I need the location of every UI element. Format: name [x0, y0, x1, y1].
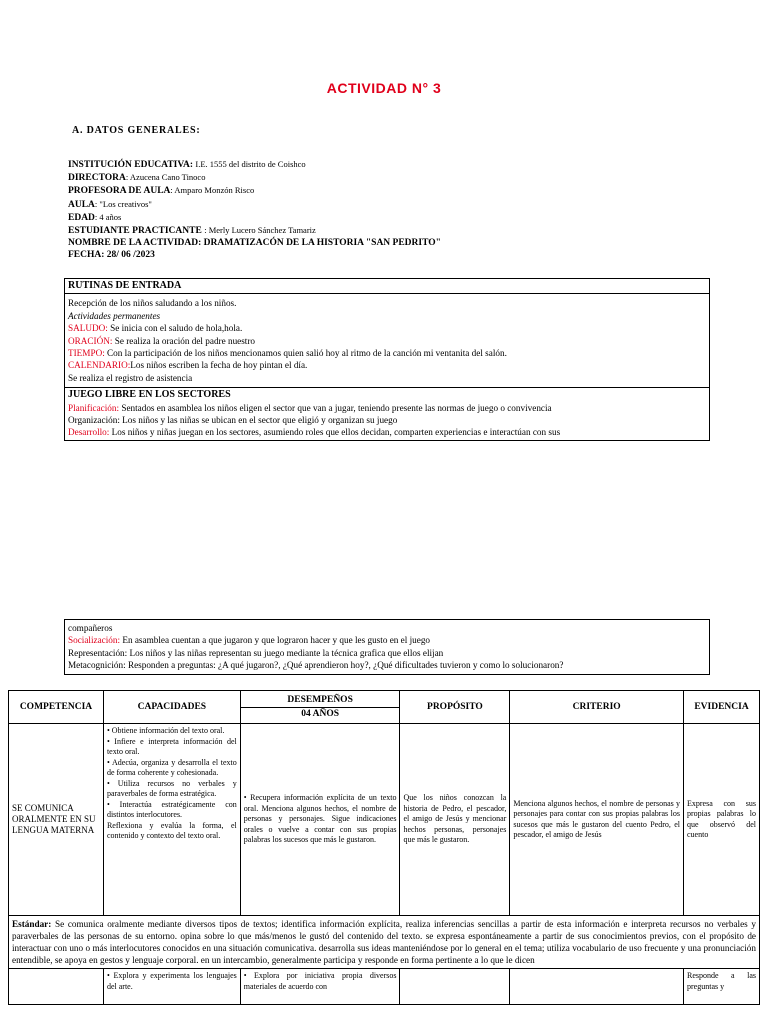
directora-row: [68, 171, 441, 184]
fecha-value: : 28/ 06 /2023: [101, 250, 155, 261]
juego-continuation-body: [65, 620, 710, 675]
oracion-line: [68, 335, 706, 347]
table-row: [9, 724, 760, 916]
competencias-table: [8, 690, 760, 1005]
recepcion-text: Recepción de los niños saludando a los niños.: [68, 298, 237, 309]
socializacion-text: En asamblea cuentan a que jugaron y que lograron hacer y que les gusto en el juego: [120, 635, 431, 646]
datos-generales: [68, 158, 441, 262]
estandar-label: Estándar:: [12, 919, 52, 929]
profesora-row: [68, 184, 441, 197]
table-header-row: [9, 691, 760, 724]
profesora-label: PROFESORA DE AULA: [68, 186, 171, 197]
desarrollo-label: Desarrollo:: [68, 427, 110, 438]
evidencia-cell-2: Responde a las preguntas y: [684, 969, 760, 1005]
organizacion-text: Organización: Los niños y las niñas se ubican en el sector que eligió y organizan su juego: [68, 415, 398, 426]
rutinas-body: [65, 294, 710, 388]
header-desempenos-label: DESEMPEÑOS: [241, 694, 400, 708]
capacidad-item: Reflexiona y evalúa la forma, el contenido y contexto del texto oral.: [106, 820, 237, 840]
juego-continuation-table: [64, 619, 710, 675]
saludo-text: Se inicia con el saludo de hola,hola.: [107, 323, 243, 334]
aula-row: [68, 198, 441, 211]
aula-value: : "Los creativos": [94, 198, 152, 209]
tiempo-line: [68, 347, 706, 359]
socializacion-line: [68, 634, 706, 646]
desarrollo-line: [68, 426, 706, 438]
permanentes-label: Actividades permanentes: [68, 310, 161, 321]
page-title: ACTIVIDAD N° 3: [326, 80, 442, 96]
edad-label: EDAD: [68, 212, 95, 223]
competencia-cell: SE COMUNICA ORALMENTE EN SU LENGUA MATERNA: [9, 724, 104, 916]
header-competencia: COMPETENCIA: [9, 691, 104, 724]
companeros-text: compañeros: [68, 623, 113, 633]
criterio-cell: Menciona algunos hechos, el nombre de personas y personajes para contar con sus propias palabras los sucesos que más le gustaron del cuento Pedro, el pescador, el amigo de Jesús: [510, 724, 684, 916]
planificacion-text: Sentados en asamblea los niños eligen el sector que van a jugar, teniendo presente las normas de juego o convivencia: [119, 402, 552, 413]
institucion-value: I.E. 1555 del distrito de Coishco: [195, 159, 306, 169]
header-proposito: PROPÓSITO: [400, 691, 510, 724]
fecha-row: [68, 249, 441, 261]
rutinas-header: RUTINAS DE ENTRADA: [65, 279, 710, 294]
saludo-label: SALUDO:: [68, 323, 108, 334]
actividad-label: NOMBRE DE LA ACTIVIDAD: DRAMATIZACÓN DE LA HISTORIA "SAN PEDRITO": [68, 238, 441, 249]
tiempo-label: TIEMPO:: [68, 348, 105, 359]
fecha-label: FECHA: [68, 250, 102, 261]
directora-value: : Azucena Cano Tinoco: [125, 172, 206, 183]
calendario-text: Los niños escriben la fecha de hoy pintan el día.: [130, 360, 308, 371]
capacidades-cell-2: • Explora y experimenta los lenguajes del arte.: [103, 969, 240, 1005]
estandar-cell: [9, 916, 760, 969]
oracion-text: Se realiza la oración del padre nuestro: [112, 335, 256, 346]
planificacion-line: [68, 402, 706, 414]
header-evidencia: EVIDENCIA: [684, 691, 760, 724]
empty-cell: [510, 969, 684, 1005]
profesora-value: : Amparo Monzón Risco: [170, 185, 255, 196]
capacidad-item: • Adecúa, organiza y desarrolla el texto de forma coherente y cohesionada.: [106, 757, 237, 777]
metacognicion-text: Metacognición: Responden a preguntas: ¿A qué jugaron?, ¿Qué aprendieron hoy?, ¿Qué dificultades tuvieron y como lo solucionaron?: [68, 660, 564, 671]
header-desempenos: [240, 691, 400, 724]
edad-row: [68, 211, 441, 224]
rutinas-table: [64, 278, 710, 441]
empty-cell: [9, 969, 104, 1005]
empty-cell: [400, 969, 510, 1005]
registro-text: Se realiza el registro de asistencia: [68, 372, 193, 383]
estudiante-value: : Merly Lucero Sánchez Tamariz: [204, 225, 316, 236]
desarrollo-text: Los niños y niñas juegan en los sectores, asumiendo roles que ellos decidan, comparten experiencias e interactúan con sus: [109, 427, 561, 438]
header-capacidades: CAPACIDADES: [103, 691, 240, 724]
actividad-row: [68, 237, 441, 249]
institucion-row: [68, 158, 441, 171]
proposito-cell: Que los niños conozcan la historia de Pedro, el pescador, el amigo de Jesús y mencionar hechos personas, personajes que más le gustaron.: [400, 724, 510, 916]
header-criterio: CRITERIO: [510, 691, 684, 724]
capacidad-item: • Obtiene información del texto oral.: [106, 726, 225, 735]
estudiante-row: [68, 224, 441, 237]
calendario-label: CALENDARIO:: [68, 360, 131, 371]
saludo-line: [68, 322, 706, 334]
calendario-line: [68, 359, 706, 371]
estandar-row: [9, 916, 760, 969]
aula-label: AULA: [68, 199, 95, 210]
estandar-text: Se comunica oralmente mediante diversos tipos de textos; identifica información explícita, realiza inferencias sencillas a partir de esta información e interpreta recursos no verbales y paraverbales de las personas de su entorno. opina sobre lo que más/menos le gustó del contenido del texto. se expresa espontáneamente a partir de sus conocimientos previos, con el propósito de interactuar con uno o más interlocutores conocidos en una situación comunicativa. desarrolla sus ideas manteniéndose por lo general en el tema; utiliza vocabulario de uso frecuente y una pronunciación entendible, se apoya en gestos y lenguaje corporal. en un intercambio, generalmente participa y responde en forma pertinente a lo que le dicen: [12, 919, 756, 965]
capacidad-item: • Interactúa estratégicamente con distintos interlocutores.: [106, 799, 237, 819]
capacidades-cell: [103, 724, 240, 916]
desempeno-cell: • Recupera información explícita de un texto oral. Menciona algunos hechos, el nombre de personas y personajes. Sigue indicaciones orales o vuelve a contar con sus propias palabras los sucesos que más le gustaron.: [240, 724, 400, 916]
institucion-label: INSTITUCIÓN EDUCATIVA:: [68, 160, 194, 170]
socializacion-label: Socialización:: [68, 635, 121, 646]
planificacion-label: Planificación:: [68, 402, 120, 413]
oracion-label: ORACIÓN:: [68, 335, 113, 346]
tiempo-text: Con la participación de los niños mencionamos quien salió hoy al ritmo de la canción mi ventanita del salón.: [104, 348, 507, 359]
representacion-text: Representación: Los niños y las niñas representan su juego mediante la técnica grafica que ellos elijan: [68, 647, 444, 658]
section-a-heading: A. DATOS GENERALES:: [72, 125, 201, 136]
juego-header: JUEGO LIBRE EN LOS SECTORES: [68, 389, 231, 401]
directora-label: DIRECTORA: [68, 173, 126, 184]
capacidad-item: • Utiliza recursos no verbales y paraverbales de forma estratégica.: [106, 778, 237, 798]
edad-value: : 4 años: [94, 211, 122, 222]
estudiante-label: ESTUDIANTE PRACTICANTE: [68, 226, 202, 237]
juego-body: [65, 388, 710, 441]
evidencia-cell: Expresa con sus propias palabras lo que observó del cuento: [684, 724, 760, 916]
capacidad-item: • Infiere e interpreta información del texto oral.: [106, 736, 237, 756]
header-desempenos-sub: 04 AÑOS: [301, 708, 339, 719]
table-row: [9, 969, 760, 1005]
desempeno-cell-2: • Explora por iniciativa propia diversos materiales de acuerdo con: [240, 969, 400, 1005]
